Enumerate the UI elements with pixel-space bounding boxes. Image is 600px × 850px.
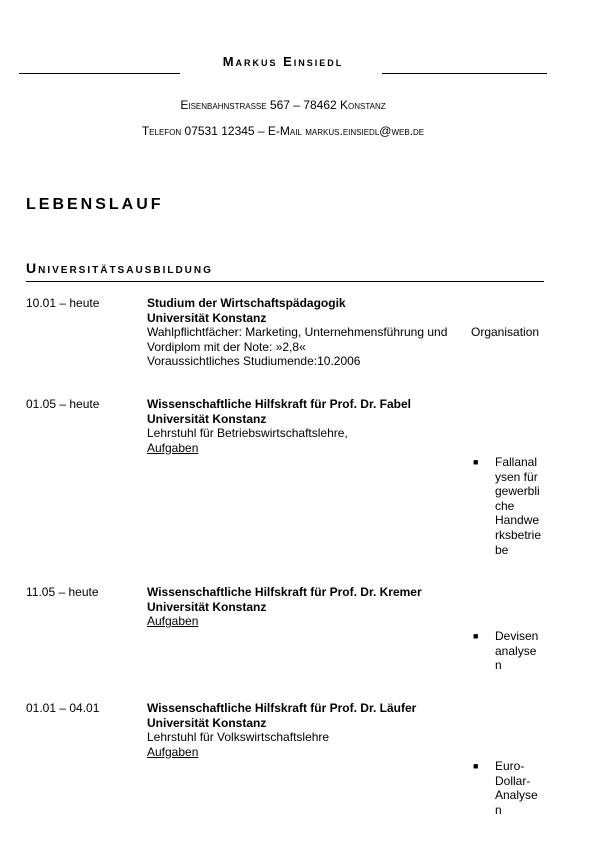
header-rule-left xyxy=(19,73,180,74)
entry-date: 01.01 – 04.01 xyxy=(26,701,100,715)
task-text: Fallanal ysen für gewerbli che Handwe rksbetrie be xyxy=(495,455,542,557)
task-text: Euro- Dollar- Analyse n xyxy=(495,759,538,817)
entry-date: 11.05 – heute xyxy=(26,585,99,599)
entry-heading: Studium der Wirtschaftspädagogik xyxy=(147,296,346,310)
entry-institution: Universität Konstanz xyxy=(147,411,267,426)
entry-date: 10.01 – heute xyxy=(26,296,100,310)
entry-detail-continuation: Organisation xyxy=(471,325,540,339)
cv-entry xyxy=(26,296,546,376)
tasks-link[interactable]: Aufgaben xyxy=(147,744,199,759)
entry-body xyxy=(147,397,547,455)
cv-entry xyxy=(26,701,546,765)
applicant-name: Markus Einsiedl xyxy=(222,54,344,69)
bullet-icon: ■ xyxy=(473,631,479,641)
entry-date: 01.05 – heute xyxy=(26,397,100,411)
entry-detail: Lehrstuhl für Betriebswirtschaftslehre, xyxy=(147,426,348,441)
entry-heading: Wissenschaftliche Hilfskraft für Prof. Dr. Kremer xyxy=(147,585,422,599)
entry-institution: Universität Konstanz xyxy=(147,599,267,614)
entry-institution: Universität Konstanz xyxy=(147,715,267,730)
bullet-icon: ■ xyxy=(473,761,479,771)
entry-heading: Wissenschaftliche Hilfskraft für Prof. Dr. Läufer xyxy=(147,701,417,715)
address-line: Eisenbahnstrasse 567 – 78462 Konstanz xyxy=(180,98,386,112)
entry-detail: Lehrstuhl für Volkswirtschaftslehre xyxy=(147,730,330,745)
entry-body xyxy=(147,701,547,759)
entry-heading: Wissenschaftliche Hilfskraft für Prof. Dr. Fabel xyxy=(147,397,411,411)
contact-line: Telefon 07531 12345 – E-Mail markus.einsiedl@web.de xyxy=(141,124,425,138)
header-rule-right xyxy=(382,73,547,74)
entry-institution: Universität Konstanz xyxy=(147,310,267,325)
task-text: Devisen analyse n xyxy=(495,629,539,673)
tasks-link[interactable]: Aufgaben xyxy=(147,614,199,629)
entry-detail: Wahlpflichtfächer: Marketing, Unternehmensführung und xyxy=(147,325,448,340)
bullet-icon: ■ xyxy=(473,457,479,467)
section-title: Universitätsausbildung xyxy=(26,260,213,276)
cv-entry xyxy=(26,585,546,635)
entry-detail: Vordiplom mit der Note: »2,8« xyxy=(147,339,306,354)
entry-detail: Voraussichtliches Studiumende:10.2006 xyxy=(147,354,361,369)
document-title: LEBENSLAUF xyxy=(26,196,164,213)
cv-entry xyxy=(26,397,546,467)
tasks-link[interactable]: Aufgaben xyxy=(147,440,199,455)
entry-body xyxy=(147,585,547,629)
section-rule xyxy=(26,281,544,282)
